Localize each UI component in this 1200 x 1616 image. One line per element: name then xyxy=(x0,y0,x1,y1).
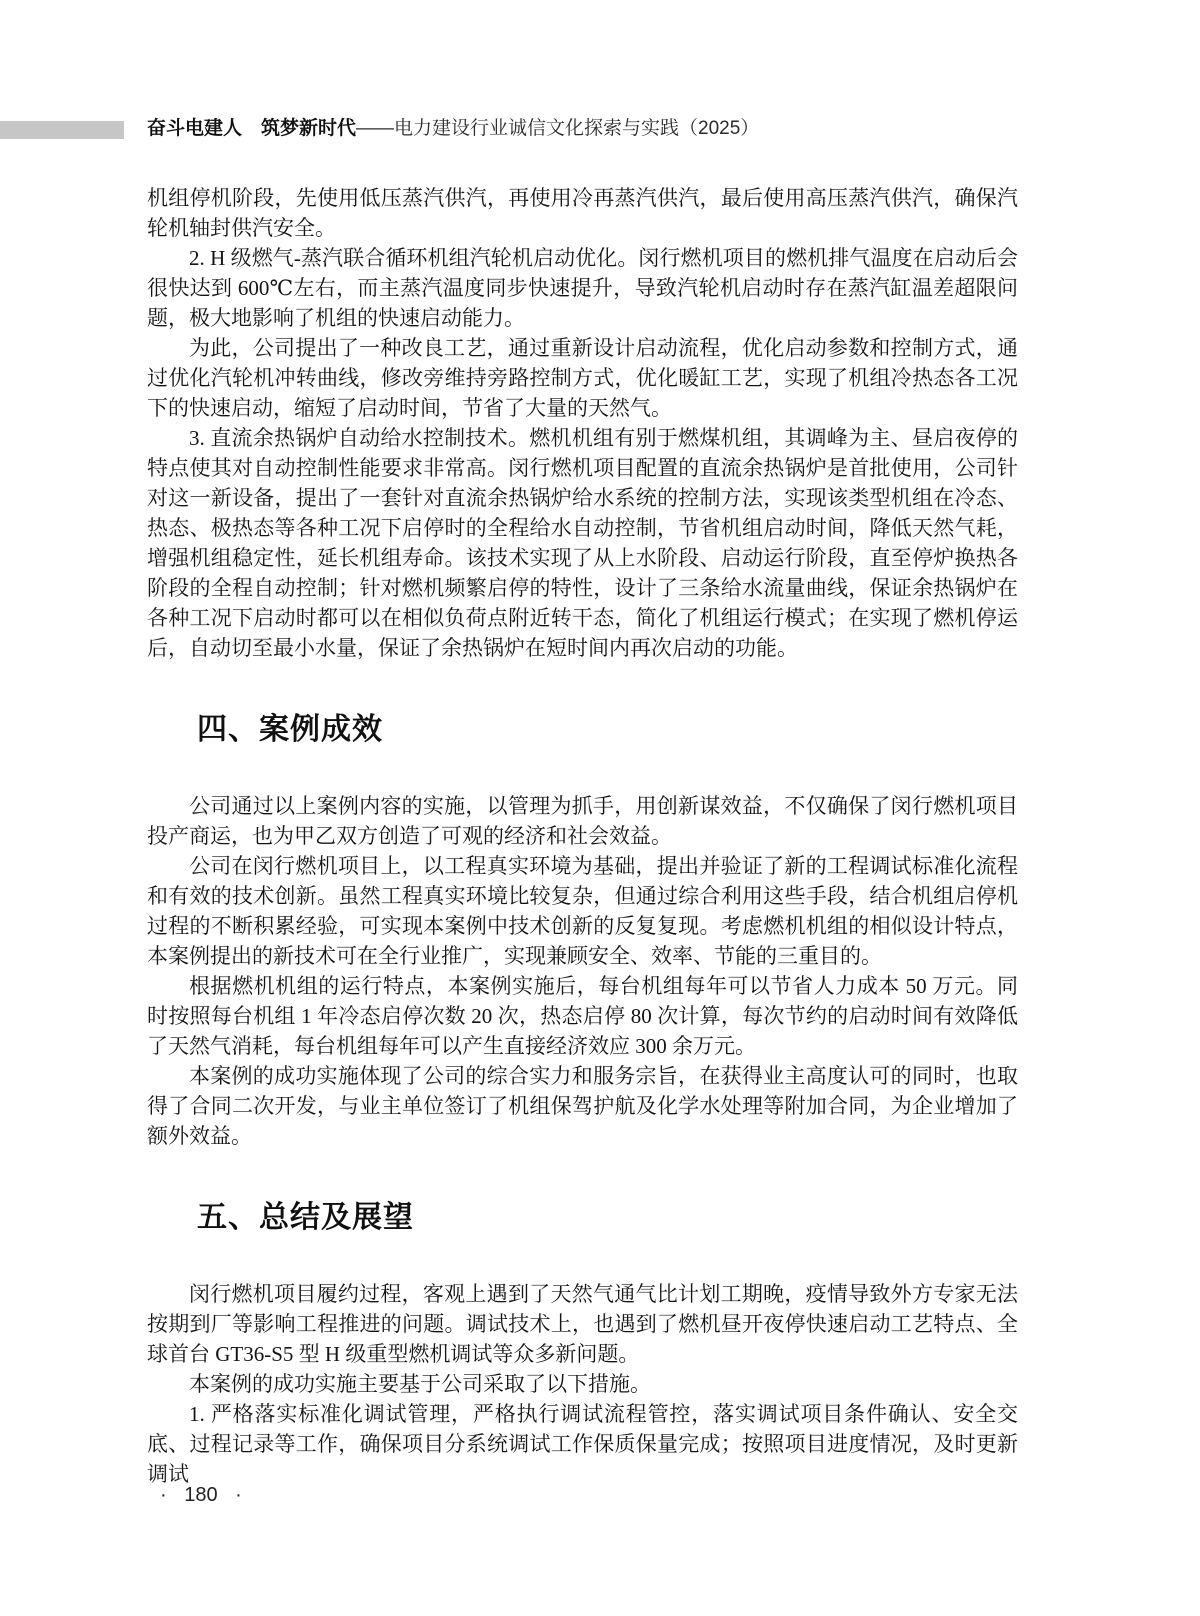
page-body xyxy=(147,183,1018,1489)
running-header xyxy=(147,116,1077,142)
paragraph: 公司通过以上案例内容的实施，以管理为抓手，用创新谋效益，不仅确保了闵行燃机项目投产商运，也为甲乙双方创造了可观的经济和社会效益。 xyxy=(147,794,1018,848)
header-title-main: 奋斗电建人 筑梦新时代 xyxy=(147,118,357,139)
paragraph: 本案例的成功实施主要基于公司采取了以下措施。 xyxy=(189,1372,651,1396)
paragraph: 1. 严格落实标准化调试管理，严格执行调试流程管控，落实调试项目条件确认、安全交底、过程记录等工作，确保项目分系统调试工作保质保量完成；按照项目进度情况，及时更新调试 xyxy=(147,1402,1018,1486)
paragraph: 机组停机阶段，先使用低压蒸汽供汽，再使用冷再蒸汽供汽，最后使用高压蒸汽供汽，确保汽轮机轴封供汽安全。 xyxy=(147,186,1018,240)
page-number: · 180 · xyxy=(160,1484,242,1506)
paragraph: 公司在闵行燃机项目上，以工程真实环境为基础，提出并验证了新的工程调试标准化流程和有效的技术创新。虽然工程真实环境比较复杂，但通过综合利用这些手段，结合机组启停机过程的不断积累经验，可实现本案例中技术创新的反复复现。考虑燃机机组的相似设计特点，本案例提出的新技术可在全行业推广，实现兼顾安全、效率、节能的三重目的。 xyxy=(147,854,1018,968)
paragraph: 3. 直流余热锅炉自动给水控制技术。燃机机组有别于燃煤机组，其调峰为主、昼启夜停的特点使其对自动控制性能要求非常高。闵行燃机项目配置的直流余热锅炉是首批使用，公司针对这一新设备，提出了一套针对直流余热锅炉给水系统的控制方法，实现该类型机组在冷态、热态、极热态等各种工况下启停时的全程给水自动控制，节省机组启动时间，降低天然气耗，增强机组稳定性，延长机组寿命。该技术实现了从上水阶段、启动运行阶段，直至停炉换热各阶段的全程自动控制；针对燃机频繁启停的特性，设计了三条给水流量曲线，保证余热锅炉在各种工况下启动时都可以在相似负荷点附近转干态，简化了机组运行模式；在实现了燃机停运后，自动切至最小水量，保证了余热锅炉在短时间内再次启动的功能。 xyxy=(147,426,1018,660)
paragraph: 本案例的成功实施体现了公司的综合实力和服务宗旨，在获得业主高度认可的同时，也取得了合同二次开发，与业主单位签订了机组保驾护航及化学水处理等附加合同，为企业增加了额外效益。 xyxy=(147,1064,1018,1148)
paragraph: 根据燃机机组的运行特点，本案例实施后，每台机组每年可以节省人力成本 50 万元。同时按照每台机组 1 年冷态启停次数 20 次，热态启停 80 次计算，每次节约的启动时间有效降低了天然气消耗，每台机组每年可以产生直接经济效应 300 余万元。 xyxy=(147,974,1018,1058)
paragraph: 闵行燃机项目履约过程，客观上遇到了天然气通气比计划工期晚，疫情导致外方专家无法按期到厂等影响工程推进的问题。调试技术上，也遇到了燃机昼开夜停快速启动工艺特点、全球首台 GT36-S5 型 H 级重型燃机调试等众多新问题。 xyxy=(147,1282,1018,1366)
paragraph: 2. H 级燃气-蒸汽联合循环机组汽轮机启动优化。闵行燃机项目的燃机排气温度在启动后会很快达到 600℃左右，而主蒸汽温度同步快速提升，导致汽轮机启动时存在蒸汽缸温差超限问题，极大地影响了机组的快速启动能力。 xyxy=(147,246,1018,330)
header-title-sub: ——电力建设行业诚信文化探索与实践（2025） xyxy=(356,118,760,139)
paragraph: 为此，公司提出了一种改良工艺，通过重新设计启动流程，优化启动参数和控制方式，通过优化汽轮机冲转曲线，修改旁维持旁路控制方式，优化暖缸工艺，实现了机组冷热态各工况下的快速启动，缩短了启动时间，节省了大量的天然气。 xyxy=(147,336,1018,420)
section-heading-summary-outlook: 五、总结及展望 xyxy=(197,1201,414,1234)
section-heading-case-results: 四、案例成效 xyxy=(197,713,383,746)
header-accent-bar xyxy=(0,121,124,139)
